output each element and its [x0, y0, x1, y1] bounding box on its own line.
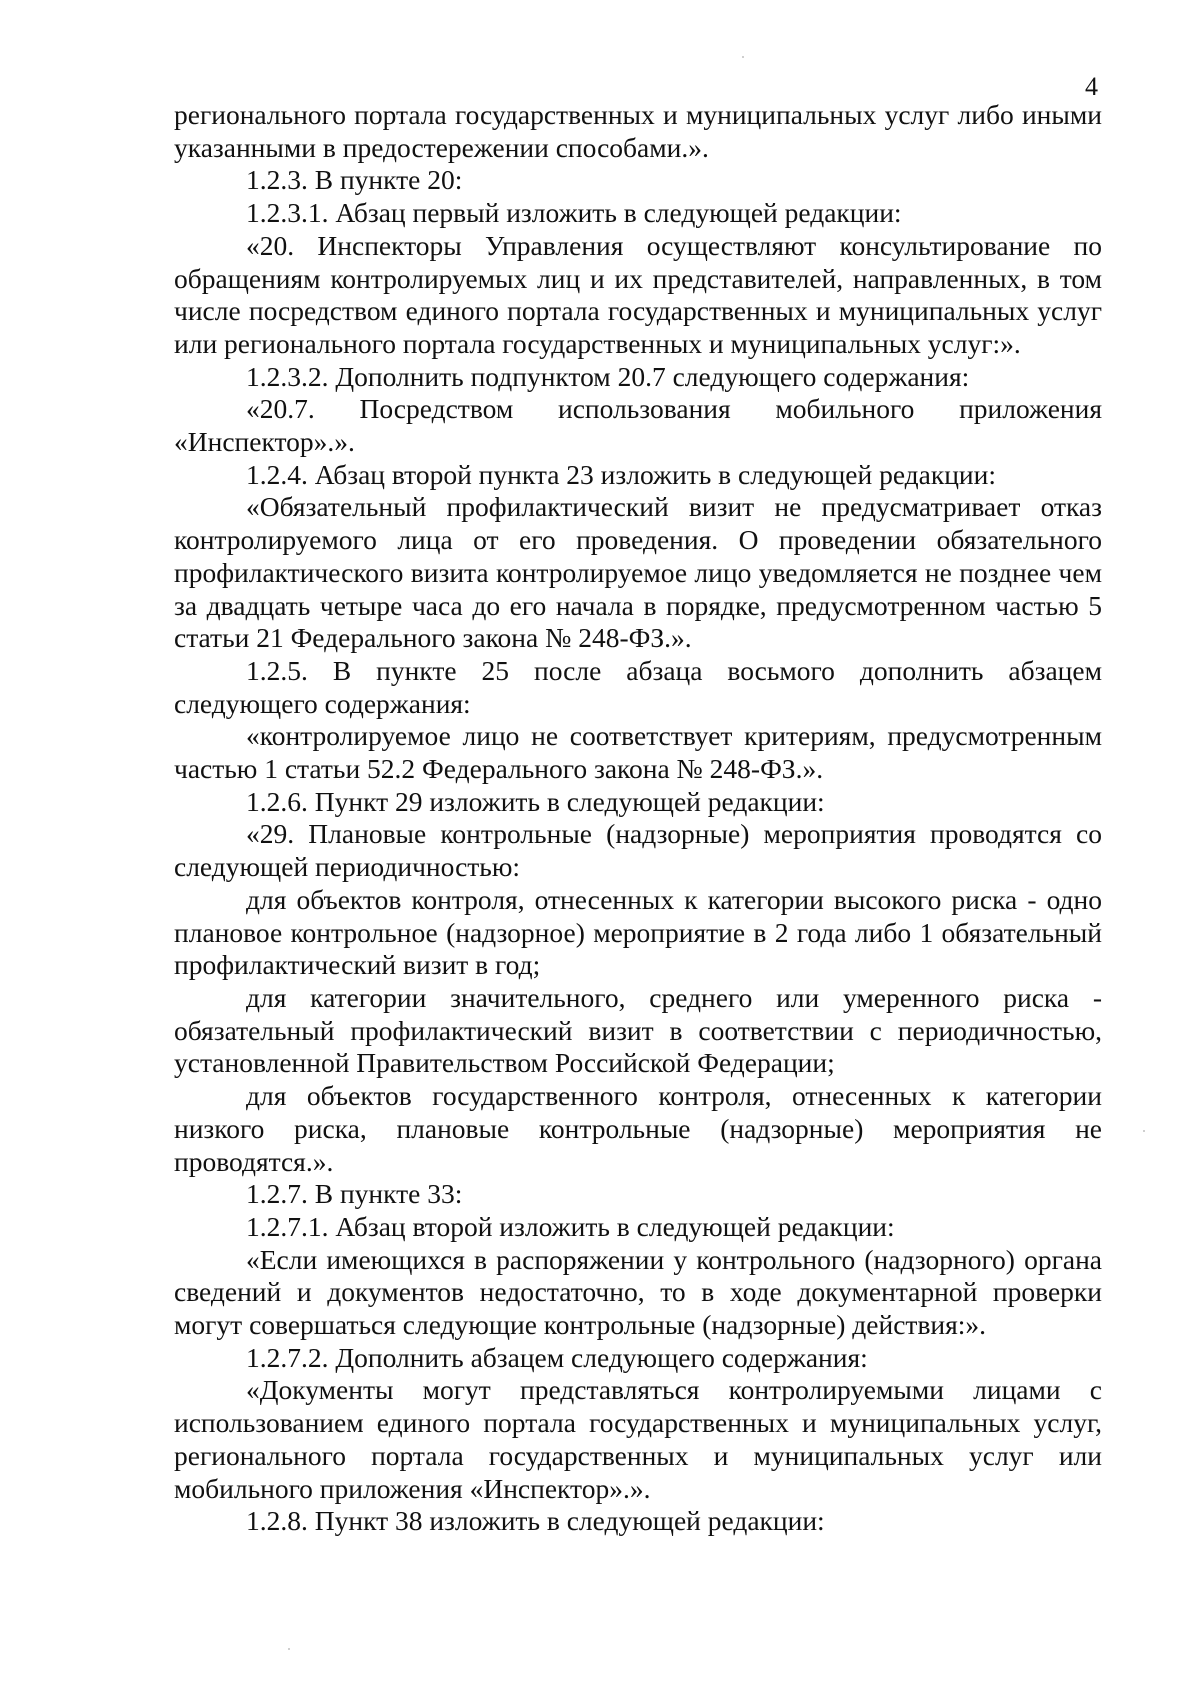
scan-speck: [742, 56, 744, 58]
paragraph-quote-documents: «Документы могут представляться контролируемыми лицами с использованием единого портала государственных и муниципальных услуг, регионального портала государственных и муниципальных услуг или мобильного приложения «Инспектор».».: [174, 1374, 1102, 1504]
paragraph-continuation: регионального портала государственных и муниципальных услуг либо иными указанными в предостережении способами.».: [174, 99, 1102, 163]
page-number: 4: [1085, 72, 1098, 101]
paragraph-medium-risk: для категории значительного, среднего или умеренного риска - обязательный профилактический визит в соответствии с периодичностью, установленной Правительством Российской Федерации;: [174, 981, 1102, 1079]
paragraph-item-1-2-8: 1.2.8. Пункт 38 изложить в следующей редакции:: [246, 1505, 825, 1537]
paragraph-item-1-2-7-1: 1.2.7.1. Абзац второй изложить в следующей редакции:: [246, 1210, 895, 1242]
paragraph-item-1-2-6: 1.2.6. Пункт 29 изложить в следующей редакции:: [246, 785, 825, 817]
paragraph-quote-20-7: «20.7. Посредством использования мобильного приложения «Инспектор».».: [174, 393, 1102, 458]
paragraph-item-1-2-3: 1.2.3. В пункте 20:: [246, 164, 463, 196]
paragraph-quote-documentary-check: «Если имеющихся в распоряжении у контрольного (надзорного) органа сведений и документов недостаточно, то в ходе документарной проверки могут совершаться следующие контрольные (надзорные) действия:».: [174, 1243, 1102, 1341]
paragraph-item-1-2-3-1: 1.2.3.1. Абзац первый изложить в следующей редакции:: [246, 197, 902, 229]
scan-speck: [1143, 1130, 1145, 1132]
paragraph-quote-29: «29. Плановые контрольные (надзорные) мероприятия проводятся со следующей периодичностью:: [174, 818, 1102, 883]
paragraph-quote-mandatory-visit: «Обязательный профилактический визит не предусматривает отказ контролируемого лица от его проведения. О проведении обязательного профилактического визита контролируемое лицо уведомляется не позднее чем за двадцать четыре часа до его начала в порядке, предусмотренном частью 5 статьи 21 Федерального закона № 248-ФЗ.».: [174, 491, 1102, 654]
paragraph-item-1-2-4: 1.2.4. Абзац второй пункта 23 изложить в следующей редакции:: [246, 458, 997, 490]
scan-speck: [288, 1648, 290, 1650]
paragraph-item-1-2-7-2: 1.2.7.2. Дополнить абзацем следующего содержания:: [246, 1341, 868, 1373]
paragraph-high-risk: для объектов контроля, отнесенных к категории высокого риска - одно плановое контрольное (надзорное) мероприятие в 2 года либо 1 обязательный профилактический визит в год;: [174, 883, 1102, 981]
paragraph-item-1-2-3-2: 1.2.3.2. Дополнить подпунктом 20.7 следующего содержания:: [246, 360, 970, 392]
paragraph-item-1-2-5: 1.2.5. В пункте 25 после абзаца восьмого дополнить абзацем следующего содержания:: [174, 654, 1102, 719]
paragraph-quote-20: «20. Инспекторы Управления осуществляют консультирование по обращениям контролируемых лиц и их представителей, направленных, в том числе посредством единого портала государственных и муниципальных услуг или регионального портала государственных и муниципальных услуг:».: [174, 229, 1102, 359]
paragraph-quote-criteria: «контролируемое лицо не соответствует критериям, предусмотренным частью 1 статьи 52.2 Федерального закона № 248-ФЗ.».: [174, 720, 1102, 785]
paragraph-item-1-2-7: 1.2.7. В пункте 33:: [246, 1178, 463, 1210]
document-body: [174, 99, 1102, 1538]
paragraph-low-risk: для объектов государственного контроля, отнесенных к категории низкого риска, плановые контрольные (надзорные) мероприятия не проводятся.».: [174, 1080, 1102, 1177]
